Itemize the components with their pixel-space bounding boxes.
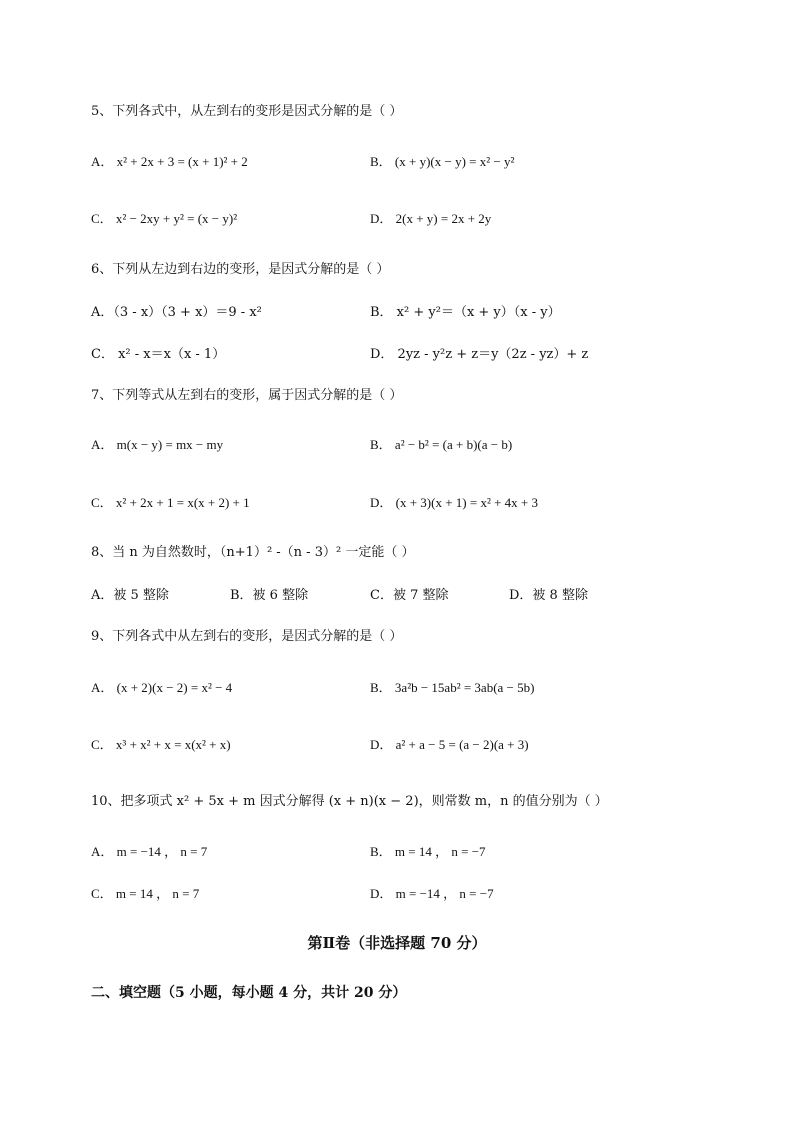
q9-option-b: B． 3a²b − 15ab² = 3ab(a − 5b) bbox=[370, 680, 535, 695]
q10-stem: 10、把多项式 x² + 5x + m 因式分解得 (x + n)(x − 2)，则常数 m，n 的值分别为（ ） bbox=[91, 794, 608, 809]
q8-option-a: A．被 5 整除 bbox=[91, 588, 169, 603]
q6-option-c: C． x² - x＝x（x - 1） bbox=[91, 347, 226, 362]
q7-option-a: A． m(x − y) = mx − my bbox=[91, 437, 224, 452]
q8-option-b: B．被 6 整除 bbox=[230, 588, 309, 603]
section-title: 第Ⅱ卷（非选择题 70 分） bbox=[307, 934, 487, 952]
q6-option-d: D． 2yz - y²z + z＝y（2z - yz）+ z bbox=[370, 347, 589, 362]
q5-option-d: D． 2(x + y) = 2x + 2y bbox=[370, 211, 492, 226]
q9-option-c: C． x³ + x² + x = x(x² + x) bbox=[91, 737, 231, 752]
q10-option-a: A． m = −14 ， n = 7 bbox=[91, 844, 208, 859]
q9-option-d: D． a² + a − 5 = (a − 2)(a + 3) bbox=[370, 737, 529, 752]
part2-heading: 二、填空题（5 小题，每小题 4 分，共计 20 分） bbox=[91, 985, 407, 1001]
q10-option-d: D． m = −14 ， n = −7 bbox=[370, 886, 494, 901]
q10-option-b: B． m = 14 ， n = −7 bbox=[370, 844, 486, 859]
q7-option-c: C． x² + 2x + 1 = x(x + 2) + 1 bbox=[91, 495, 250, 510]
q8-option-c: C．被 7 整除 bbox=[370, 588, 449, 603]
q7-option-d: D． (x + 3)(x + 1) = x² + 4x + 3 bbox=[370, 495, 539, 510]
q9-option-a: A． (x + 2)(x − 2) = x² − 4 bbox=[91, 680, 233, 695]
q5-option-a: A． x² + 2x + 3 = (x + 1)² + 2 bbox=[91, 154, 248, 169]
q5-option-b: B． (x + y)(x − y) = x² − y² bbox=[370, 154, 515, 169]
q8-stem: 8、当 n 为自然数时，（n+1）² -（n - 3）² 一定能（ ） bbox=[91, 545, 415, 560]
q10-option-c: C． m = 14 ， n = 7 bbox=[91, 886, 200, 901]
q5-option-c: C． x² − 2xy + y² = (x − y)² bbox=[91, 211, 238, 226]
q7-stem: 7、下列等式从左到右的变形，属于因式分解的是（ ） bbox=[91, 388, 403, 403]
q8-option-d: D．被 8 整除 bbox=[509, 588, 588, 603]
q6-option-b: B． x² + y²＝（x + y）（x - y） bbox=[370, 305, 561, 320]
q5-stem: 5、下列各式中，从左到右的变形是因式分解的是（ ） bbox=[91, 104, 403, 119]
q9-stem: 9、下列各式中从左到右的变形，是因式分解的是（ ） bbox=[91, 629, 403, 644]
q7-option-b: B． a² − b² = (a + b)(a − b) bbox=[370, 437, 513, 452]
q6-option-a: A．（3 - x）（3 + x）＝9 - x² bbox=[91, 305, 262, 320]
q6-stem: 6、下列从左边到右边的变形，是因式分解的是（ ） bbox=[91, 262, 390, 277]
